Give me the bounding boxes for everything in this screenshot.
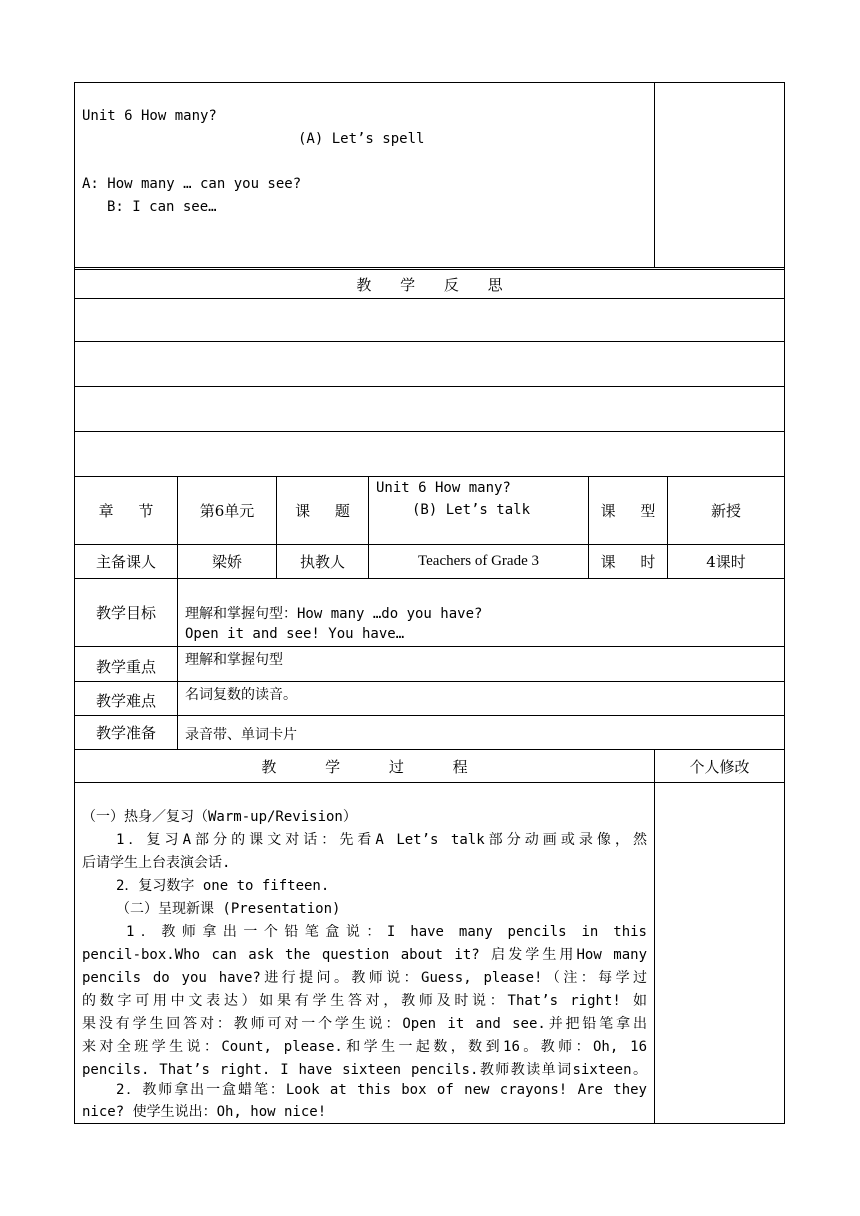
key-points-label: 教学重点 (95, 657, 156, 676)
preparation-label: 教学准备 (95, 724, 156, 742)
process-line: 果没有学生回答对：教师可对一个学生说：Open it and see.并把铅笔拿出 (82, 1016, 647, 1032)
period-label: 课 时 (600, 553, 666, 571)
table-border (654, 82, 655, 268)
teacher-label: 执教人 (299, 553, 345, 571)
key-points-value: 理解和掌握句型 (185, 652, 283, 668)
table-border (74, 386, 785, 387)
table-border (74, 267, 785, 268)
process-line: 2．复习数字 one to fifteen. (116, 878, 330, 894)
process-line: pencils. That’s right. I have sixteen pencils.教师教读单词sixteen。 (82, 1062, 647, 1078)
topic-line-1: Unit 6 How many? (376, 480, 511, 496)
table-border (74, 715, 785, 716)
goals-label: 教学目标 (95, 604, 156, 622)
process-line: 的数字可用中文表达）如果有学生答对，教师及时说：That’s right! 如 (82, 993, 647, 1009)
table-border (74, 646, 785, 647)
process-header: 教 学 过 程 (261, 757, 490, 776)
goals-line-1: 理解和掌握句型：How many …do you have? (185, 606, 483, 622)
table-border (74, 298, 785, 299)
table-border (784, 476, 785, 1124)
process-line: 1．复习A部分的课文对话：先看A Let’s talk部分动画或录像，然 (116, 832, 647, 848)
process-line: 2．教师拿出一盒蜡笔：Look at this box of new crayons! Are they (116, 1082, 647, 1098)
table-border (74, 341, 785, 342)
process-line: 来对全班学生说：Count, please.和学生一起数，数到16。教师：Oh, 16 (82, 1039, 647, 1055)
chapter-value: 第6单元 (199, 502, 255, 520)
dialogue-line-a: A: How many … can you see? (82, 176, 302, 192)
chapter-label: 章 节 (98, 502, 164, 520)
difficult-points-value: 名词复数的读音。 (185, 687, 297, 703)
type-value: 新授 (710, 502, 741, 520)
difficult-points-label: 教学难点 (95, 692, 156, 710)
unit-title: Unit 6 How many? (82, 108, 217, 124)
lead-teacher-value: 梁娇 (211, 553, 242, 571)
goals-line-2: Open it and see! You have… (185, 626, 405, 642)
dialogue-line-b: B: I can see… (107, 199, 217, 215)
type-label: 课 型 (600, 502, 666, 520)
personal-edit-header: 个人修改 (689, 757, 750, 776)
table-border (74, 578, 785, 579)
topic-line-2: (B) Let’s talk (412, 502, 531, 518)
table-border (654, 749, 655, 1124)
section-subtitle: (A) Let’s spell (298, 131, 425, 147)
table-border (74, 431, 785, 432)
process-line: pencil-box.Who can ask the question about it? 启发学生用How many (82, 947, 647, 963)
process-line: nice? 使学生说出：Oh, how nice! (82, 1104, 327, 1120)
process-line: 1．教师拿出一个铅笔盒说：I have many pencils in this (126, 924, 647, 940)
table-border (74, 681, 785, 682)
topic-label: 课 题 (295, 502, 360, 520)
process-line: （二）呈现新课 (Presentation) (116, 901, 341, 917)
table-border (784, 82, 785, 487)
table-border (74, 82, 785, 83)
table-border (74, 782, 785, 783)
process-line: 后请学生上台表演会话. (82, 855, 231, 871)
process-line: （一）热身／复习（Warm-up/Revision） (82, 809, 357, 825)
reflection-header: 教 学 反 思 (356, 275, 515, 294)
preparation-value: 录音带、单词卡片 (185, 727, 297, 743)
process-line: pencils do you have?进行提问。教师说：Guess, please!（注：每学过 (82, 970, 647, 986)
teacher-value: Teachers of Grade 3 (418, 553, 539, 569)
period-value: 4课时 (706, 553, 746, 571)
lead-teacher-label: 主备课人 (95, 553, 156, 571)
